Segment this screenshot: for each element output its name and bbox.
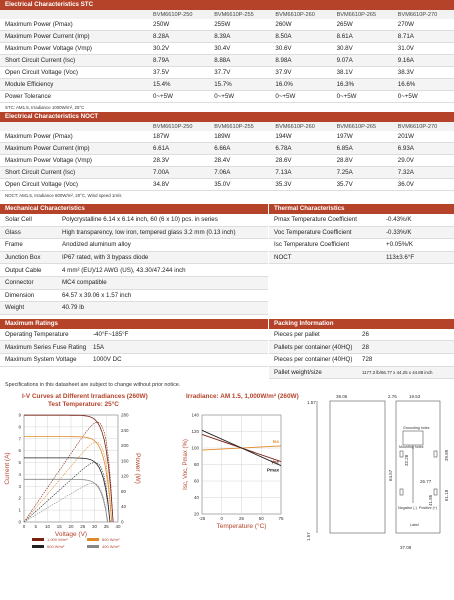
table-row: Dimension 64.57 x 39.06 x 1.57 inch — [0, 289, 268, 302]
iv-ytick-label: 1 — [18, 507, 21, 513]
temp-ytick-label: 40 — [193, 495, 199, 501]
temp-series-label: Pmax — [266, 467, 279, 473]
noct-model-row — [0, 122, 454, 131]
legend-swatch — [32, 538, 44, 541]
iv-y2tick-label: 40 — [121, 504, 127, 510]
table-row: NOCT 113±3.6°F — [269, 251, 454, 264]
temp-xtick-label: -25 — [198, 516, 206, 522]
iv-xtick-label: 25 — [80, 524, 86, 530]
table-row: Module Efficiency 15.4% 15.7% 16.0% 16.3% 16.6% — [0, 79, 454, 91]
legend-swatch — [87, 538, 99, 541]
temp-chart-title: Irradiance: AM 1.5, 1,000W/m² (260W) — [186, 393, 299, 401]
model-col: BVM6610P-260 — [270, 10, 331, 19]
iv-xtick-label: 5 — [34, 524, 38, 530]
stc-section — [0, 0, 454, 112]
iv-xtick-label: 15 — [56, 524, 62, 530]
mounting-hole — [434, 451, 437, 457]
iv-current-curve — [24, 479, 108, 522]
temp-xtick-label: 25 — [238, 516, 245, 522]
iv-yaxis-label: Current (A) — [4, 452, 11, 485]
mounting-hole — [400, 451, 403, 457]
mounting-hole — [400, 489, 403, 495]
iv-xaxis-label: Voltage (V) — [54, 531, 88, 539]
mech-section — [0, 204, 269, 315]
iv-xtick-label: 30 — [91, 524, 98, 530]
iv-ytick-label: 3 — [18, 483, 21, 489]
iv-y2tick-label: 280 — [121, 412, 129, 418]
iv-chart-title: I-V Curves at Different Irradiances (260W) — [22, 393, 148, 401]
table-row: Open Circuit Voltage (Voc) 34.8V 35.0V 35.3V 35.7V 36.0V — [0, 179, 454, 191]
callout-label: Mounting holes — [399, 445, 424, 450]
iv-current-curve — [24, 458, 110, 522]
noct-header: Electrical Characteristics NOCT — [0, 112, 454, 122]
table-row: Maximum Power Voltage (Vmp) 30.2V 30.4V 30.6V 30.8V 31.0V — [0, 43, 454, 55]
iv-y2tick-label: 0 — [121, 519, 124, 525]
table-row: Connector MC4 compatible — [0, 276, 268, 289]
model-col: BVM6610P-265 — [332, 122, 393, 131]
iv-y2tick-label: 120 — [121, 473, 129, 479]
legend-label: 1,000 W/m² — [47, 537, 68, 543]
table-row: Glass High transparency, low iron, tempered glass 3.2 mm (0.13 inch) — [0, 226, 268, 239]
iv-y2axis-label: Power (W) — [134, 453, 141, 484]
temp-xtick-label: 0 — [220, 516, 224, 522]
model-col: BVM6610P-250 — [148, 122, 209, 131]
callout-label: Positive (+) — [419, 506, 438, 511]
ratings-header: Maximum Ratings — [0, 319, 268, 329]
iv-ytick-label: 0 — [18, 519, 21, 525]
temp-xtick-label: 75 — [278, 516, 284, 522]
module-drawing — [300, 391, 450, 553]
iv-xtick-label: 20 — [68, 524, 74, 530]
callout-label: Label — [410, 523, 419, 528]
module-back-frame — [396, 401, 440, 533]
table-row: Pmax Temperature Coefficient -0.43%/K — [269, 214, 454, 226]
iv-chart — [0, 391, 175, 553]
temp-ytick-label: 60 — [193, 478, 199, 484]
dim-label: 19.53 — [409, 394, 421, 400]
table-row: Short Circuit Current (Isc) 8.79A 8.88A 8.98A 9.07A 9.16A — [0, 55, 454, 67]
table-row: Frame Anodized aluminum alloy — [0, 239, 268, 252]
mounting-hole — [434, 489, 437, 495]
temp-ytick-label: 100 — [191, 445, 199, 451]
table-row: Pieces per pallet 26 — [269, 329, 454, 341]
temp-ytick-label: 120 — [191, 429, 199, 435]
iv-ytick-label: 4 — [18, 472, 21, 478]
dim-label: 1.57 — [307, 400, 316, 406]
iv-ytick-label: 9 — [18, 412, 21, 418]
legend-label: 800 W/m² — [102, 537, 120, 543]
dim-label: 61.18 — [444, 489, 449, 502]
table-row: Pallets per container (40HQ) 28 — [269, 341, 454, 354]
legend-label: 600 W/m² — [47, 544, 65, 550]
ratings-packing-row — [0, 319, 454, 379]
packing-table — [269, 329, 454, 379]
iv-chart-subtitle: Test Temperature: 25°C — [48, 401, 119, 409]
iv-y2tick-label: 200 — [121, 443, 129, 449]
disclaimer-text: Specifications in this datasheet are subject to change without prior notice. — [5, 382, 181, 389]
table-row: Maximum System Voltage 1000V DC — [0, 353, 268, 366]
temp-xaxis-label: Temperature (°C) — [216, 523, 267, 531]
temp-ytick-label: 20 — [193, 511, 199, 517]
iv-ytick-label: 7 — [18, 436, 21, 442]
temp-chart — [178, 391, 288, 553]
table-row: Short Circuit Current (Isc) 7.00A 7.06A 7.13A 7.25A 7.32A — [0, 167, 454, 179]
iv-xtick-label: 0 — [22, 524, 26, 530]
model-col: BVM6610P-250 — [148, 10, 209, 19]
module-front-frame — [330, 401, 385, 533]
stc-note: STC: AM1.5, Irradiance 1000W/m², 25°C — [5, 105, 85, 110]
table-row: Voc Temperature Coefficient -0.33%/K — [269, 226, 454, 239]
table-row: Maximum Series Fuse Rating 15A — [0, 341, 268, 354]
table-row: Maximum Power Current (Imp) 8.28A 8.39A 8.50A 8.61A 8.71A — [0, 31, 454, 43]
noct-table — [0, 122, 454, 191]
dim-label: 39.06 — [336, 394, 348, 400]
table-row: Pieces per container (40HQ) 728 — [269, 353, 454, 366]
dim-label: 1.57 — [306, 532, 311, 542]
thermal-section — [269, 204, 454, 315]
temp-series-label: Voc — [271, 459, 279, 465]
packing-section — [269, 319, 454, 379]
packing-header: Packing Information — [269, 319, 454, 329]
mech-thermal-row — [0, 204, 454, 315]
iv-ytick-label: 8 — [18, 424, 21, 430]
stc-table — [0, 10, 454, 103]
table-row: Maximum Power (Pmax) 187W 189W 194W 197W 201W — [0, 131, 454, 143]
dim-label: 64.57 — [388, 469, 393, 482]
dim-label: 26.77 — [420, 479, 432, 485]
iv-y2tick-label: 160 — [121, 458, 129, 464]
stc-header: Electrical Characteristics STC — [0, 0, 454, 10]
thermal-header: Thermal Characteristics — [269, 204, 454, 214]
charts-area — [0, 391, 454, 553]
table-row: Solar Cell Polycrystalline 6.14 x 6.14 inch, 60 (6 x 10) pcs. in series — [0, 214, 268, 226]
mech-table — [0, 214, 268, 315]
thermal-table — [269, 214, 454, 264]
table-row: Open Circuit Voltage (Voc) 37.5V 37.7V 37.9V 38.1V 38.3V — [0, 67, 454, 79]
iv-power-curve — [24, 422, 113, 522]
dim-label: 2.76 — [388, 394, 397, 400]
dim-label: 32.28 — [404, 454, 409, 467]
table-row: Maximum Power (Pmax) 250W 255W 260W 265W 270W — [0, 19, 454, 31]
iv-ytick-label: 5 — [18, 460, 21, 466]
table-row: Power Tolerance 0~+5W 0~+5W 0~+5W 0~+5W 0~+5W — [0, 91, 454, 103]
ratings-section — [0, 319, 269, 379]
model-col: BVM6610P-255 — [209, 10, 270, 19]
dim-label: 39.89 — [444, 449, 449, 462]
temp-ytick-label: 80 — [193, 462, 199, 468]
ratings-table — [0, 329, 268, 367]
temp-series-label: Isc — [272, 439, 279, 445]
model-col: BVM6610P-260 — [270, 122, 331, 131]
iv-xtick-label: 40 — [115, 524, 121, 530]
dim-label: 37.09 — [400, 545, 412, 551]
model-col: BVM6610P-270 — [393, 10, 454, 19]
iv-ytick-label: 2 — [18, 495, 21, 501]
table-row: Pallet weight/size 1177.3 lb/66.77 x 44.25 x 44.88 inch — [269, 366, 454, 379]
iv-power-curve — [24, 483, 108, 522]
iv-y2tick-label: 240 — [121, 427, 129, 433]
legend-label: 400 W/m² — [102, 544, 120, 550]
legend-swatch — [87, 545, 99, 548]
temp-yaxis-label: Isc, Voc, Pmax (%) — [183, 439, 189, 490]
iv-y2tick-label: 80 — [121, 489, 127, 495]
noct-section — [0, 112, 454, 200]
table-row: Maximum Power Current (Imp) 6.61A 6.66A 6.78A 6.85A 6.93A — [0, 143, 454, 155]
model-col: BVM6610P-270 — [393, 122, 454, 131]
model-col: BVM6610P-255 — [209, 122, 270, 131]
junction-box — [403, 431, 423, 445]
table-row: Junction Box IP67 rated, with 3 bypass diode — [0, 251, 268, 264]
legend-swatch — [32, 545, 44, 548]
callout-label: Grounding holes — [403, 426, 430, 431]
noct-note: NOCT: AM1.5, Irradiance 800W/m², 20°C, Wind speed 1m/s — [5, 193, 122, 198]
table-row: Output Cable 4 mm² (EU)/12 AWG (US), 43.30/47.244 inch — [0, 264, 268, 277]
iv-ytick-label: 6 — [18, 448, 21, 454]
temp-ytick-label: 140 — [191, 412, 199, 418]
model-col: BVM6610P-265 — [332, 10, 393, 19]
table-row: Maximum Power Voltage (Vmp) 28.3V 28.4V 28.6V 28.8V 29.0V — [0, 155, 454, 167]
table-row: Operating Temperature -40°F~185°F — [0, 329, 268, 341]
table-row: Weight 40.79 lb — [0, 302, 268, 315]
mech-header: Mechanical Characteristics — [0, 204, 268, 214]
temp-xtick-label: 50 — [258, 516, 264, 522]
iv-xtick-label: 35 — [103, 524, 109, 530]
table-row: Isc Temperature Coefficient +0.05%/K — [269, 239, 454, 252]
stc-model-row — [0, 10, 454, 19]
iv-xtick-label: 10 — [44, 524, 51, 530]
dim-label: 41.85 — [428, 494, 433, 507]
callout-label: Negative (-) — [398, 506, 417, 511]
